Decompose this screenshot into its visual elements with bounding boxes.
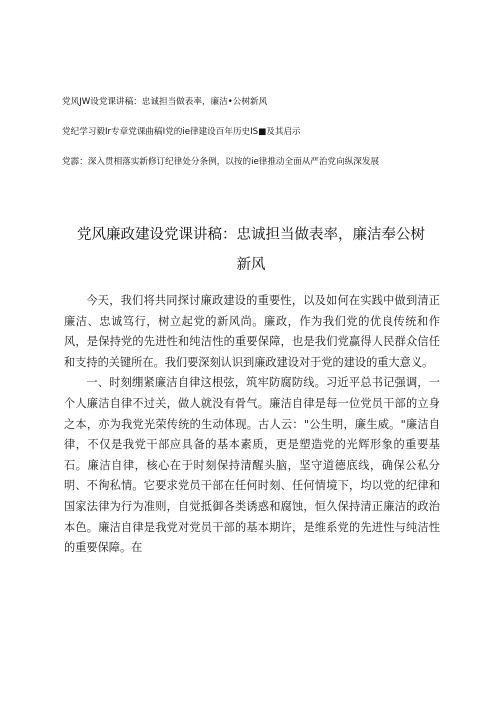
document-body bbox=[64, 291, 440, 559]
body-paragraph: 一、时刻绷紧廉洁自律这根弦，筑牢防腐防线。习近平总书记强调，一个人廉洁自律不过关，做人就没有骨气。廉洁自律是每一位党员干部的立身之本，亦为我党光荣传统的生动体现。古人云："公生明，廉生威。"廉洁自律，不仅是我党干部应具备的基本素质，更是塑造党的光辉形象的重要基石。廉洁自律，核心在于时刻保持清醒头脑，坚守道德底线，确保公私分明、不徇私情。它要求党员干部在任何时刻、任何情境下，均以党的纪律和国家法律为行为准则，自觉抵御各类诱惑和腐蚀，恒久保持清正廉洁的政治本色。廉洁自律是我党对党员干部的基本期许，是维系党的先进性与纯洁性的重要保障。在 bbox=[64, 376, 440, 555]
toc-item[interactable]: 党霹：深入贯相落实新修订纪律处分条例，以按的ie律推动全面从严治党向纵深发展 bbox=[62, 157, 380, 167]
document-title: 党风廉政建设党课讲稿：忠诚担当做表率，廉洁奉公树新风 bbox=[77, 227, 425, 273]
toc-list bbox=[62, 96, 462, 186]
body-paragraph: 今天，我们将共同探讨廉政建设的重要性，以及如何在实践中做到清正廉洁、忠诚笃行，树立起党的新风尚。廉政，作为我们党的优良传统和作风，是保持党的先进性和纯洁性的重要保障，也是我们党赢得人民群众信任和支持的关键所在。我们要深刻认识到廉政建设对于党的建设的重大意义。 bbox=[64, 294, 440, 369]
toc-item[interactable]: 党风JW设党课讲稿：忠诚担当做表率，廉洁•公树新风 bbox=[62, 97, 268, 107]
toc-item[interactable]: 党纪学习毅Ir专章党课曲稿I党的ie律建设百年历史IS■及其启示 bbox=[62, 127, 301, 137]
